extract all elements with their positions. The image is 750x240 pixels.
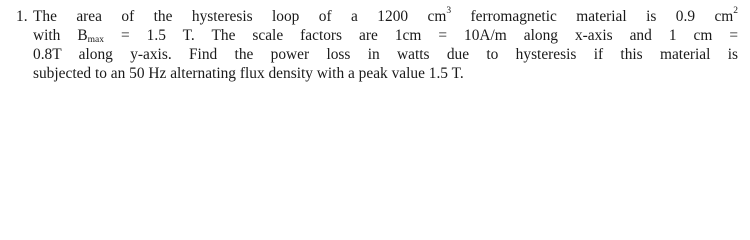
- line2-text-b: = 1.5 T. The scale factors are 1cm = 10A/m along x-axis and 1 cm =: [104, 27, 738, 44]
- volume-unit-exponent: 3: [446, 5, 452, 16]
- problem-line-1: [33, 7, 738, 26]
- problem-line-2: [33, 26, 738, 45]
- problem-line-3: 0.8T along y-axis. Find the power loss in watts due to hysteresis if this material is: [33, 46, 738, 63]
- bmax-subscript: max: [87, 35, 104, 45]
- problem-line-4: subjected to an 50 Hz alternating flux density with a peak value 1.5 T.: [33, 65, 464, 82]
- line1-text-b: ferromagnetic material is 0.9 cm: [451, 8, 734, 25]
- line1-text-a: The area of the hysteresis loop of a 1200 cm: [33, 8, 447, 25]
- problem-text: [33, 7, 738, 83]
- area-unit-exponent: 2: [733, 5, 739, 16]
- problem-number: 1.: [16, 8, 28, 25]
- line2-text-a: with B: [33, 27, 88, 44]
